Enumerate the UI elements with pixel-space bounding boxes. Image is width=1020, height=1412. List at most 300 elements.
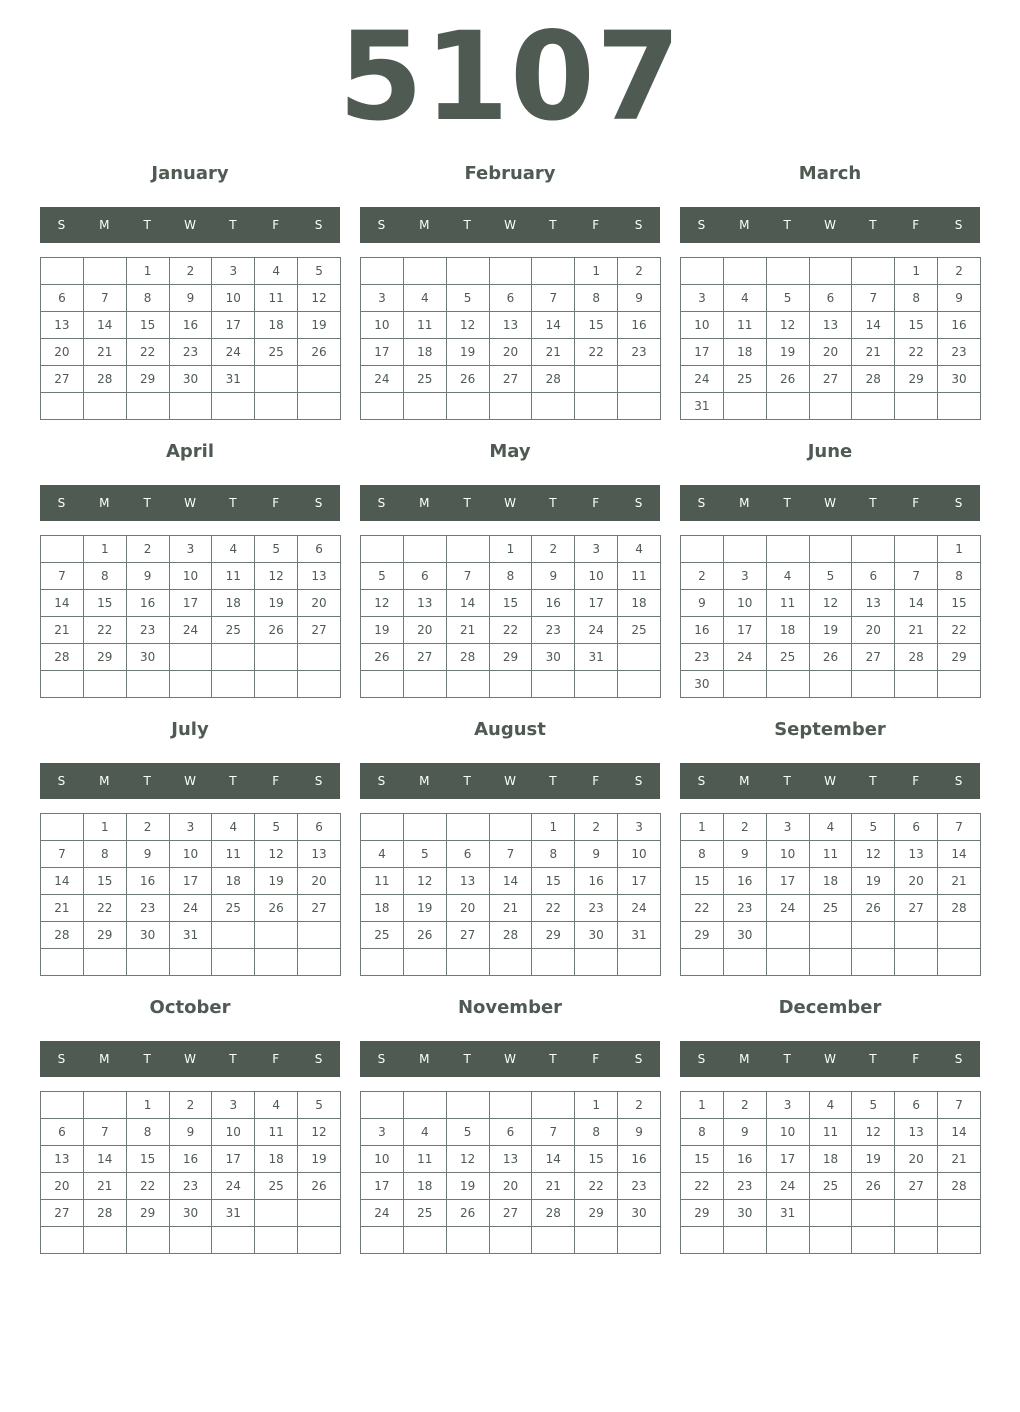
- day-cell: 30: [126, 644, 169, 671]
- day-cell: 7: [938, 814, 981, 841]
- empty-cell: [766, 949, 809, 976]
- weekday-label: T: [229, 1052, 237, 1066]
- day-cell: 15: [895, 312, 938, 339]
- day-cell: 30: [618, 1200, 661, 1227]
- day-grid: [40, 257, 341, 420]
- empty-cell: [766, 671, 809, 698]
- day-cell: 6: [852, 563, 895, 590]
- empty-cell: [212, 671, 255, 698]
- day-cell: 1: [895, 258, 938, 285]
- empty-cell: [126, 949, 169, 976]
- weekday-label: F: [592, 218, 600, 232]
- empty-cell: [681, 536, 724, 563]
- empty-cell: [126, 1227, 169, 1254]
- weekday-label: W: [824, 1052, 836, 1066]
- weekday-label: T: [463, 496, 471, 510]
- day-cell: 11: [212, 841, 255, 868]
- day-cell: 15: [681, 868, 724, 895]
- weekday-header: [360, 485, 660, 521]
- day-cell: 22: [83, 895, 126, 922]
- day-cell: 9: [938, 285, 981, 312]
- day-cell: 18: [809, 868, 852, 895]
- week-row: [361, 563, 661, 590]
- day-cell: 25: [618, 617, 661, 644]
- day-cell: 8: [83, 563, 126, 590]
- day-cell: 12: [298, 285, 341, 312]
- day-cell: 17: [766, 868, 809, 895]
- empty-cell: [938, 949, 981, 976]
- day-cell: 26: [361, 644, 404, 671]
- day-cell: 15: [938, 590, 981, 617]
- weekday-label: S: [634, 496, 643, 510]
- weekday-label: M: [739, 774, 750, 788]
- day-cell: 18: [212, 590, 255, 617]
- day-cell: 7: [489, 841, 532, 868]
- day-cell: 16: [723, 1146, 766, 1173]
- week-row: [361, 949, 661, 976]
- day-cell: 30: [681, 671, 724, 698]
- weekday-label: T: [869, 218, 877, 232]
- day-cell: 25: [809, 895, 852, 922]
- day-cell: 14: [41, 868, 84, 895]
- empty-cell: [895, 1200, 938, 1227]
- day-cell: 28: [446, 644, 489, 671]
- day-cell: 5: [361, 563, 404, 590]
- day-cell: 20: [298, 868, 341, 895]
- week-row: [361, 590, 661, 617]
- day-cell: 13: [446, 868, 489, 895]
- day-cell: 12: [852, 1119, 895, 1146]
- weekday-header: [40, 207, 340, 243]
- weekday-label: M: [99, 774, 110, 788]
- day-cell: 8: [895, 285, 938, 312]
- empty-cell: [403, 536, 446, 563]
- day-cell: 9: [169, 1119, 212, 1146]
- day-cell: 6: [403, 563, 446, 590]
- day-cell: 4: [403, 285, 446, 312]
- weekday-label: F: [272, 1052, 280, 1066]
- day-cell: 25: [361, 922, 404, 949]
- week-row: [41, 841, 341, 868]
- month-name: March: [798, 163, 862, 184]
- empty-cell: [809, 1227, 852, 1254]
- day-cell: 19: [403, 895, 446, 922]
- day-cell: 17: [361, 1173, 404, 1200]
- day-cell: 11: [212, 563, 255, 590]
- day-cell: 7: [41, 563, 84, 590]
- weekday-label: S: [954, 496, 963, 510]
- day-cell: 20: [895, 868, 938, 895]
- empty-cell: [938, 1200, 981, 1227]
- day-cell: 27: [41, 366, 84, 393]
- weekday-label: T: [463, 218, 471, 232]
- day-cell: 2: [723, 814, 766, 841]
- empty-cell: [169, 949, 212, 976]
- day-cell: 2: [169, 1092, 212, 1119]
- day-cell: 17: [618, 868, 661, 895]
- day-cell: 14: [83, 1146, 126, 1173]
- month-name: October: [149, 997, 231, 1018]
- day-cell: 12: [298, 1119, 341, 1146]
- empty-cell: [723, 393, 766, 420]
- day-cell: 11: [255, 285, 298, 312]
- day-cell: 13: [41, 1146, 84, 1173]
- day-cell: 18: [403, 339, 446, 366]
- weekday-label: F: [592, 496, 600, 510]
- day-cell: 28: [83, 366, 126, 393]
- day-cell: 21: [852, 339, 895, 366]
- day-cell: 31: [681, 393, 724, 420]
- day-cell: 4: [212, 536, 255, 563]
- day-cell: 1: [575, 1092, 618, 1119]
- day-cell: 23: [126, 617, 169, 644]
- day-cell: 9: [618, 1119, 661, 1146]
- day-cell: 27: [895, 1173, 938, 1200]
- day-cell: 8: [575, 1119, 618, 1146]
- empty-cell: [446, 949, 489, 976]
- week-row: [681, 617, 981, 644]
- weekday-label: M: [739, 218, 750, 232]
- empty-cell: [895, 922, 938, 949]
- empty-cell: [403, 258, 446, 285]
- day-cell: 5: [852, 814, 895, 841]
- empty-cell: [618, 393, 661, 420]
- day-cell: 3: [575, 536, 618, 563]
- empty-cell: [618, 671, 661, 698]
- day-cell: 29: [489, 644, 532, 671]
- week-row: [361, 617, 661, 644]
- day-cell: 9: [126, 563, 169, 590]
- day-cell: 1: [126, 1092, 169, 1119]
- weekday-label: T: [549, 218, 557, 232]
- empty-cell: [446, 258, 489, 285]
- week-row: [361, 1092, 661, 1119]
- week-row: [681, 285, 981, 312]
- day-cell: 5: [852, 1092, 895, 1119]
- empty-cell: [212, 644, 255, 671]
- day-cell: 29: [83, 922, 126, 949]
- day-cell: 27: [489, 1200, 532, 1227]
- day-cell: 14: [938, 841, 981, 868]
- empty-cell: [361, 536, 404, 563]
- weekday-label: T: [143, 1052, 151, 1066]
- day-cell: 10: [169, 841, 212, 868]
- day-cell: 5: [446, 1119, 489, 1146]
- day-cell: 24: [361, 1200, 404, 1227]
- day-cell: 27: [298, 895, 341, 922]
- day-cell: 20: [41, 339, 84, 366]
- week-row: [361, 393, 661, 420]
- weekday-label: S: [634, 1052, 643, 1066]
- empty-cell: [681, 1227, 724, 1254]
- day-cell: 19: [809, 617, 852, 644]
- day-cell: 9: [126, 841, 169, 868]
- week-row: [41, 258, 341, 285]
- day-cell: 30: [126, 922, 169, 949]
- day-cell: 10: [681, 312, 724, 339]
- day-cell: 3: [212, 1092, 255, 1119]
- empty-cell: [298, 644, 341, 671]
- empty-cell: [446, 1092, 489, 1119]
- day-grid: [680, 535, 981, 698]
- empty-cell: [809, 949, 852, 976]
- empty-cell: [766, 1227, 809, 1254]
- empty-cell: [809, 671, 852, 698]
- empty-cell: [532, 949, 575, 976]
- day-grid: [680, 1091, 981, 1254]
- day-cell: 21: [938, 868, 981, 895]
- month-name: June: [807, 441, 853, 462]
- day-cell: 30: [723, 1200, 766, 1227]
- day-cell: 2: [723, 1092, 766, 1119]
- day-cell: 30: [723, 922, 766, 949]
- empty-cell: [41, 258, 84, 285]
- day-cell: 26: [255, 895, 298, 922]
- empty-cell: [575, 949, 618, 976]
- day-cell: 6: [895, 1092, 938, 1119]
- day-cell: 3: [618, 814, 661, 841]
- empty-cell: [212, 1227, 255, 1254]
- empty-cell: [895, 536, 938, 563]
- day-cell: 15: [83, 590, 126, 617]
- day-cell: 26: [766, 366, 809, 393]
- empty-cell: [723, 258, 766, 285]
- empty-cell: [403, 949, 446, 976]
- week-row: [361, 366, 661, 393]
- day-cell: 24: [212, 1173, 255, 1200]
- week-row: [41, 312, 341, 339]
- day-cell: 6: [809, 285, 852, 312]
- day-cell: 3: [681, 285, 724, 312]
- day-cell: 23: [532, 617, 575, 644]
- weekday-label: W: [504, 496, 516, 510]
- day-grid: [40, 535, 341, 698]
- day-cell: 15: [575, 1146, 618, 1173]
- day-cell: 9: [681, 590, 724, 617]
- weekday-header: [40, 485, 340, 521]
- day-cell: 24: [766, 895, 809, 922]
- week-row: [681, 1092, 981, 1119]
- week-row: [361, 1146, 661, 1173]
- empty-cell: [618, 366, 661, 393]
- day-cell: 3: [169, 814, 212, 841]
- day-cell: 11: [255, 1119, 298, 1146]
- day-cell: 18: [618, 590, 661, 617]
- day-cell: 3: [361, 1119, 404, 1146]
- day-cell: 28: [532, 1200, 575, 1227]
- day-cell: 22: [895, 339, 938, 366]
- weekday-label: F: [592, 1052, 600, 1066]
- empty-cell: [126, 671, 169, 698]
- day-cell: 15: [126, 312, 169, 339]
- day-cell: 16: [681, 617, 724, 644]
- day-cell: 11: [403, 312, 446, 339]
- day-cell: 29: [126, 1200, 169, 1227]
- day-cell: 2: [169, 258, 212, 285]
- empty-cell: [298, 922, 341, 949]
- day-cell: 13: [852, 590, 895, 617]
- day-cell: 27: [298, 617, 341, 644]
- day-cell: 22: [575, 339, 618, 366]
- empty-cell: [532, 671, 575, 698]
- day-cell: 18: [212, 868, 255, 895]
- day-cell: 28: [532, 366, 575, 393]
- day-cell: 4: [809, 814, 852, 841]
- day-cell: 4: [212, 814, 255, 841]
- day-cell: 18: [403, 1173, 446, 1200]
- weekday-label: M: [99, 218, 110, 232]
- empty-cell: [938, 1227, 981, 1254]
- week-row: [41, 1227, 341, 1254]
- weekday-label: F: [912, 218, 920, 232]
- weekday-label: T: [143, 774, 151, 788]
- day-cell: 4: [255, 1092, 298, 1119]
- weekday-label: F: [912, 774, 920, 788]
- day-cell: 1: [681, 814, 724, 841]
- day-cell: 19: [446, 1173, 489, 1200]
- day-cell: 20: [489, 1173, 532, 1200]
- day-cell: 10: [575, 563, 618, 590]
- day-cell: 12: [403, 868, 446, 895]
- week-row: [681, 393, 981, 420]
- day-cell: 14: [532, 1146, 575, 1173]
- empty-cell: [41, 949, 84, 976]
- day-cell: 16: [169, 1146, 212, 1173]
- day-cell: 28: [41, 922, 84, 949]
- weekday-label: S: [314, 496, 323, 510]
- day-cell: 28: [41, 644, 84, 671]
- day-cell: 24: [723, 644, 766, 671]
- empty-cell: [766, 258, 809, 285]
- day-cell: 19: [361, 617, 404, 644]
- empty-cell: [575, 671, 618, 698]
- week-row: [681, 868, 981, 895]
- week-row: [361, 1173, 661, 1200]
- empty-cell: [852, 671, 895, 698]
- day-cell: 3: [361, 285, 404, 312]
- week-row: [681, 312, 981, 339]
- day-cell: 22: [532, 895, 575, 922]
- weekday-label: S: [954, 1052, 963, 1066]
- weekday-label: S: [57, 1052, 66, 1066]
- day-cell: 25: [212, 895, 255, 922]
- day-cell: 10: [361, 312, 404, 339]
- month-name: August: [474, 719, 546, 740]
- day-cell: 22: [126, 339, 169, 366]
- day-cell: 3: [723, 563, 766, 590]
- week-row: [361, 644, 661, 671]
- day-cell: 14: [446, 590, 489, 617]
- weekday-label: S: [954, 774, 963, 788]
- empty-cell: [83, 1092, 126, 1119]
- day-cell: 20: [895, 1146, 938, 1173]
- day-cell: 29: [575, 1200, 618, 1227]
- empty-cell: [41, 1092, 84, 1119]
- day-cell: 6: [489, 1119, 532, 1146]
- empty-cell: [489, 671, 532, 698]
- day-cell: 22: [681, 1173, 724, 1200]
- weekday-label: S: [314, 774, 323, 788]
- weekday-header: [360, 207, 660, 243]
- week-row: [361, 1200, 661, 1227]
- week-row: [41, 590, 341, 617]
- day-cell: 7: [938, 1092, 981, 1119]
- day-cell: 29: [938, 644, 981, 671]
- day-cell: 28: [895, 644, 938, 671]
- empty-cell: [895, 1227, 938, 1254]
- empty-cell: [169, 1227, 212, 1254]
- day-cell: 6: [446, 841, 489, 868]
- day-cell: 2: [126, 536, 169, 563]
- day-cell: 31: [212, 1200, 255, 1227]
- day-cell: 13: [489, 1146, 532, 1173]
- empty-cell: [41, 536, 84, 563]
- day-cell: 19: [298, 1146, 341, 1173]
- day-cell: 24: [361, 366, 404, 393]
- day-cell: 9: [723, 1119, 766, 1146]
- empty-cell: [255, 671, 298, 698]
- week-row: [41, 1092, 341, 1119]
- empty-cell: [446, 671, 489, 698]
- empty-cell: [489, 393, 532, 420]
- empty-cell: [852, 393, 895, 420]
- empty-cell: [83, 393, 126, 420]
- day-cell: 23: [126, 895, 169, 922]
- weekday-header: [680, 1041, 980, 1077]
- day-cell: 7: [83, 1119, 126, 1146]
- day-cell: 25: [723, 366, 766, 393]
- empty-cell: [618, 644, 661, 671]
- weekday-label: S: [377, 496, 386, 510]
- empty-cell: [766, 393, 809, 420]
- weekday-label: T: [549, 774, 557, 788]
- weekday-label: W: [504, 1052, 516, 1066]
- day-cell: 31: [169, 922, 212, 949]
- day-cell: 19: [255, 868, 298, 895]
- week-row: [681, 1173, 981, 1200]
- empty-cell: [809, 1200, 852, 1227]
- day-cell: 13: [298, 563, 341, 590]
- day-cell: 31: [212, 366, 255, 393]
- day-cell: 27: [809, 366, 852, 393]
- day-cell: 13: [41, 312, 84, 339]
- day-cell: 27: [852, 644, 895, 671]
- empty-cell: [809, 922, 852, 949]
- weekday-label: W: [824, 218, 836, 232]
- weekday-label: M: [419, 218, 430, 232]
- weekday-label: T: [229, 496, 237, 510]
- day-cell: 2: [126, 814, 169, 841]
- day-cell: 8: [681, 1119, 724, 1146]
- empty-cell: [766, 922, 809, 949]
- day-cell: 5: [766, 285, 809, 312]
- week-row: [681, 366, 981, 393]
- day-cell: 11: [618, 563, 661, 590]
- week-row: [681, 563, 981, 590]
- day-cell: 29: [681, 922, 724, 949]
- day-cell: 4: [723, 285, 766, 312]
- empty-cell: [83, 258, 126, 285]
- month-name: February: [464, 163, 556, 184]
- day-cell: 26: [852, 895, 895, 922]
- weekday-label: M: [99, 496, 110, 510]
- day-cell: 19: [852, 1146, 895, 1173]
- day-cell: 18: [361, 895, 404, 922]
- day-cell: 24: [169, 617, 212, 644]
- empty-cell: [298, 671, 341, 698]
- empty-cell: [575, 1227, 618, 1254]
- day-cell: 11: [361, 868, 404, 895]
